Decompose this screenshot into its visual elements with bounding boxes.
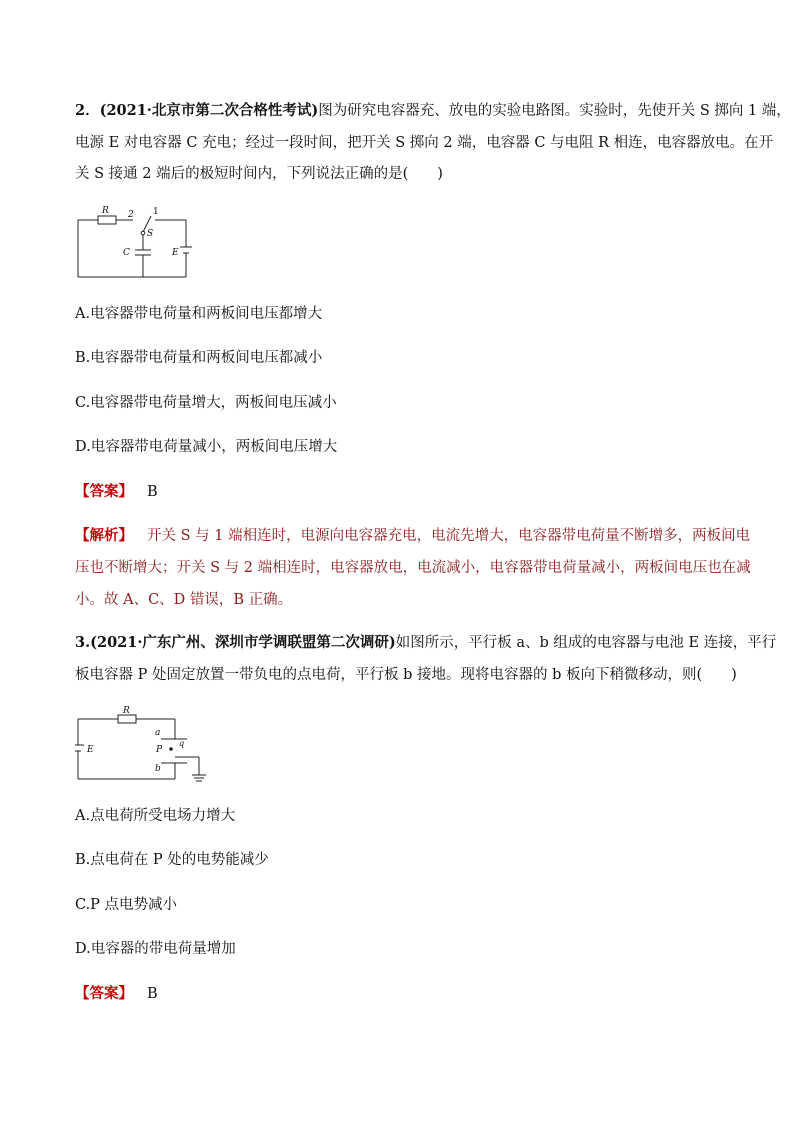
q2-stem-text-1: 图为研究电容器充、放电的实验电路图。实验时，先使开关 S 掷向 1 端， xyxy=(318,103,791,119)
q2-analysis-line-3: 小。故 A、C、D 错误，B 正确。 xyxy=(75,592,293,608)
q3-label-q: q xyxy=(179,739,185,748)
q2-answer-tag: 【答案】 xyxy=(75,483,133,500)
q2-analysis-text-1: 开关 S 与 1 端相连时，电源向电容器充电，电流先增大，电容器带电荷量不断增多，两板间电 xyxy=(147,528,751,544)
q2-circuit-figure xyxy=(75,203,195,279)
q2-stem-line-1 xyxy=(75,101,791,121)
q2-label-1: 1 xyxy=(153,207,159,217)
q3-answer-value: B xyxy=(147,986,158,1002)
q2-stem-line-3: 关 S 接通 2 端后的极短时间内，下列说法正确的是( ) xyxy=(75,166,443,182)
q2-label-S: S xyxy=(147,229,154,239)
switch-pivot-icon xyxy=(141,231,145,235)
q3-option-b: B.点电荷在 P 处的电势能减少 xyxy=(75,852,269,868)
q2-option-b: B.电容器带电荷量和两板间电压都减小 xyxy=(75,350,323,366)
q3-answer xyxy=(75,984,158,1004)
q3-label-a: a xyxy=(155,728,161,738)
q2-label-E: E xyxy=(172,248,179,258)
q3-circuit-figure xyxy=(75,705,210,783)
q3-option-c: C.P 点电势减小 xyxy=(75,897,178,913)
q2-analysis-line-2: 压也不断增大；开关 S 与 2 端相连时，电容器放电，电流减小，电容器带电荷量减小，两板间电压也在减 xyxy=(75,560,751,576)
q3-stem-line-1 xyxy=(75,633,776,653)
q2-stem-line-2: 电源 E 对电容器 C 充电；经过一段时间，把开关 S 掷向 2 端，电容器 C 与电阻 R 相连，电容器放电。在开 xyxy=(75,135,774,151)
q3-answer-tag: 【答案】 xyxy=(75,985,133,1002)
q3-label-P: P xyxy=(156,745,163,755)
q3-label-b: b xyxy=(155,764,161,774)
q3-stem-text-1: 如图所示，平行板 a、b 组成的电容器与电池 E 连接，平行 xyxy=(395,635,777,651)
q2-analysis-line-1 xyxy=(75,526,750,546)
q2-option-a: A.电容器带电荷量和两板间电压都增大 xyxy=(75,306,323,322)
q3-option-a: A.点电荷所受电场力增大 xyxy=(75,808,236,824)
q3-stem-line-2: 板电容器 P 处固定放置一带负电的点电荷，平行板 b 接地。现将电容器的 b 板向下稍微移动，则( ) xyxy=(75,667,737,683)
q2-label-2: 2 xyxy=(128,210,134,220)
q2-number: 2． xyxy=(75,102,100,119)
q2-option-c: C.电容器带电荷量增大，两板间电压减小 xyxy=(75,395,337,411)
q3-number: 3. xyxy=(75,634,91,651)
q2-label-R: R xyxy=(102,206,109,216)
q3-option-d: D.电容器的带电荷量增加 xyxy=(75,941,236,957)
q2-answer-value: B xyxy=(147,484,158,500)
q2-option-d: D.电容器带电荷量减小，两板间电压增大 xyxy=(75,439,338,455)
q3-label-R: R xyxy=(123,706,130,716)
q2-answer xyxy=(75,482,158,502)
q2-analysis-tag: 【解析】 xyxy=(75,527,133,544)
q2-label-C: C xyxy=(123,248,130,258)
q3-source: (2021·广东广州、深圳市学调联盟第二次调研) xyxy=(90,634,396,651)
q2-source: (2021·北京市第二次合格性考试) xyxy=(99,102,319,119)
q3-label-E: E xyxy=(87,745,94,755)
point-charge-icon xyxy=(169,747,173,751)
